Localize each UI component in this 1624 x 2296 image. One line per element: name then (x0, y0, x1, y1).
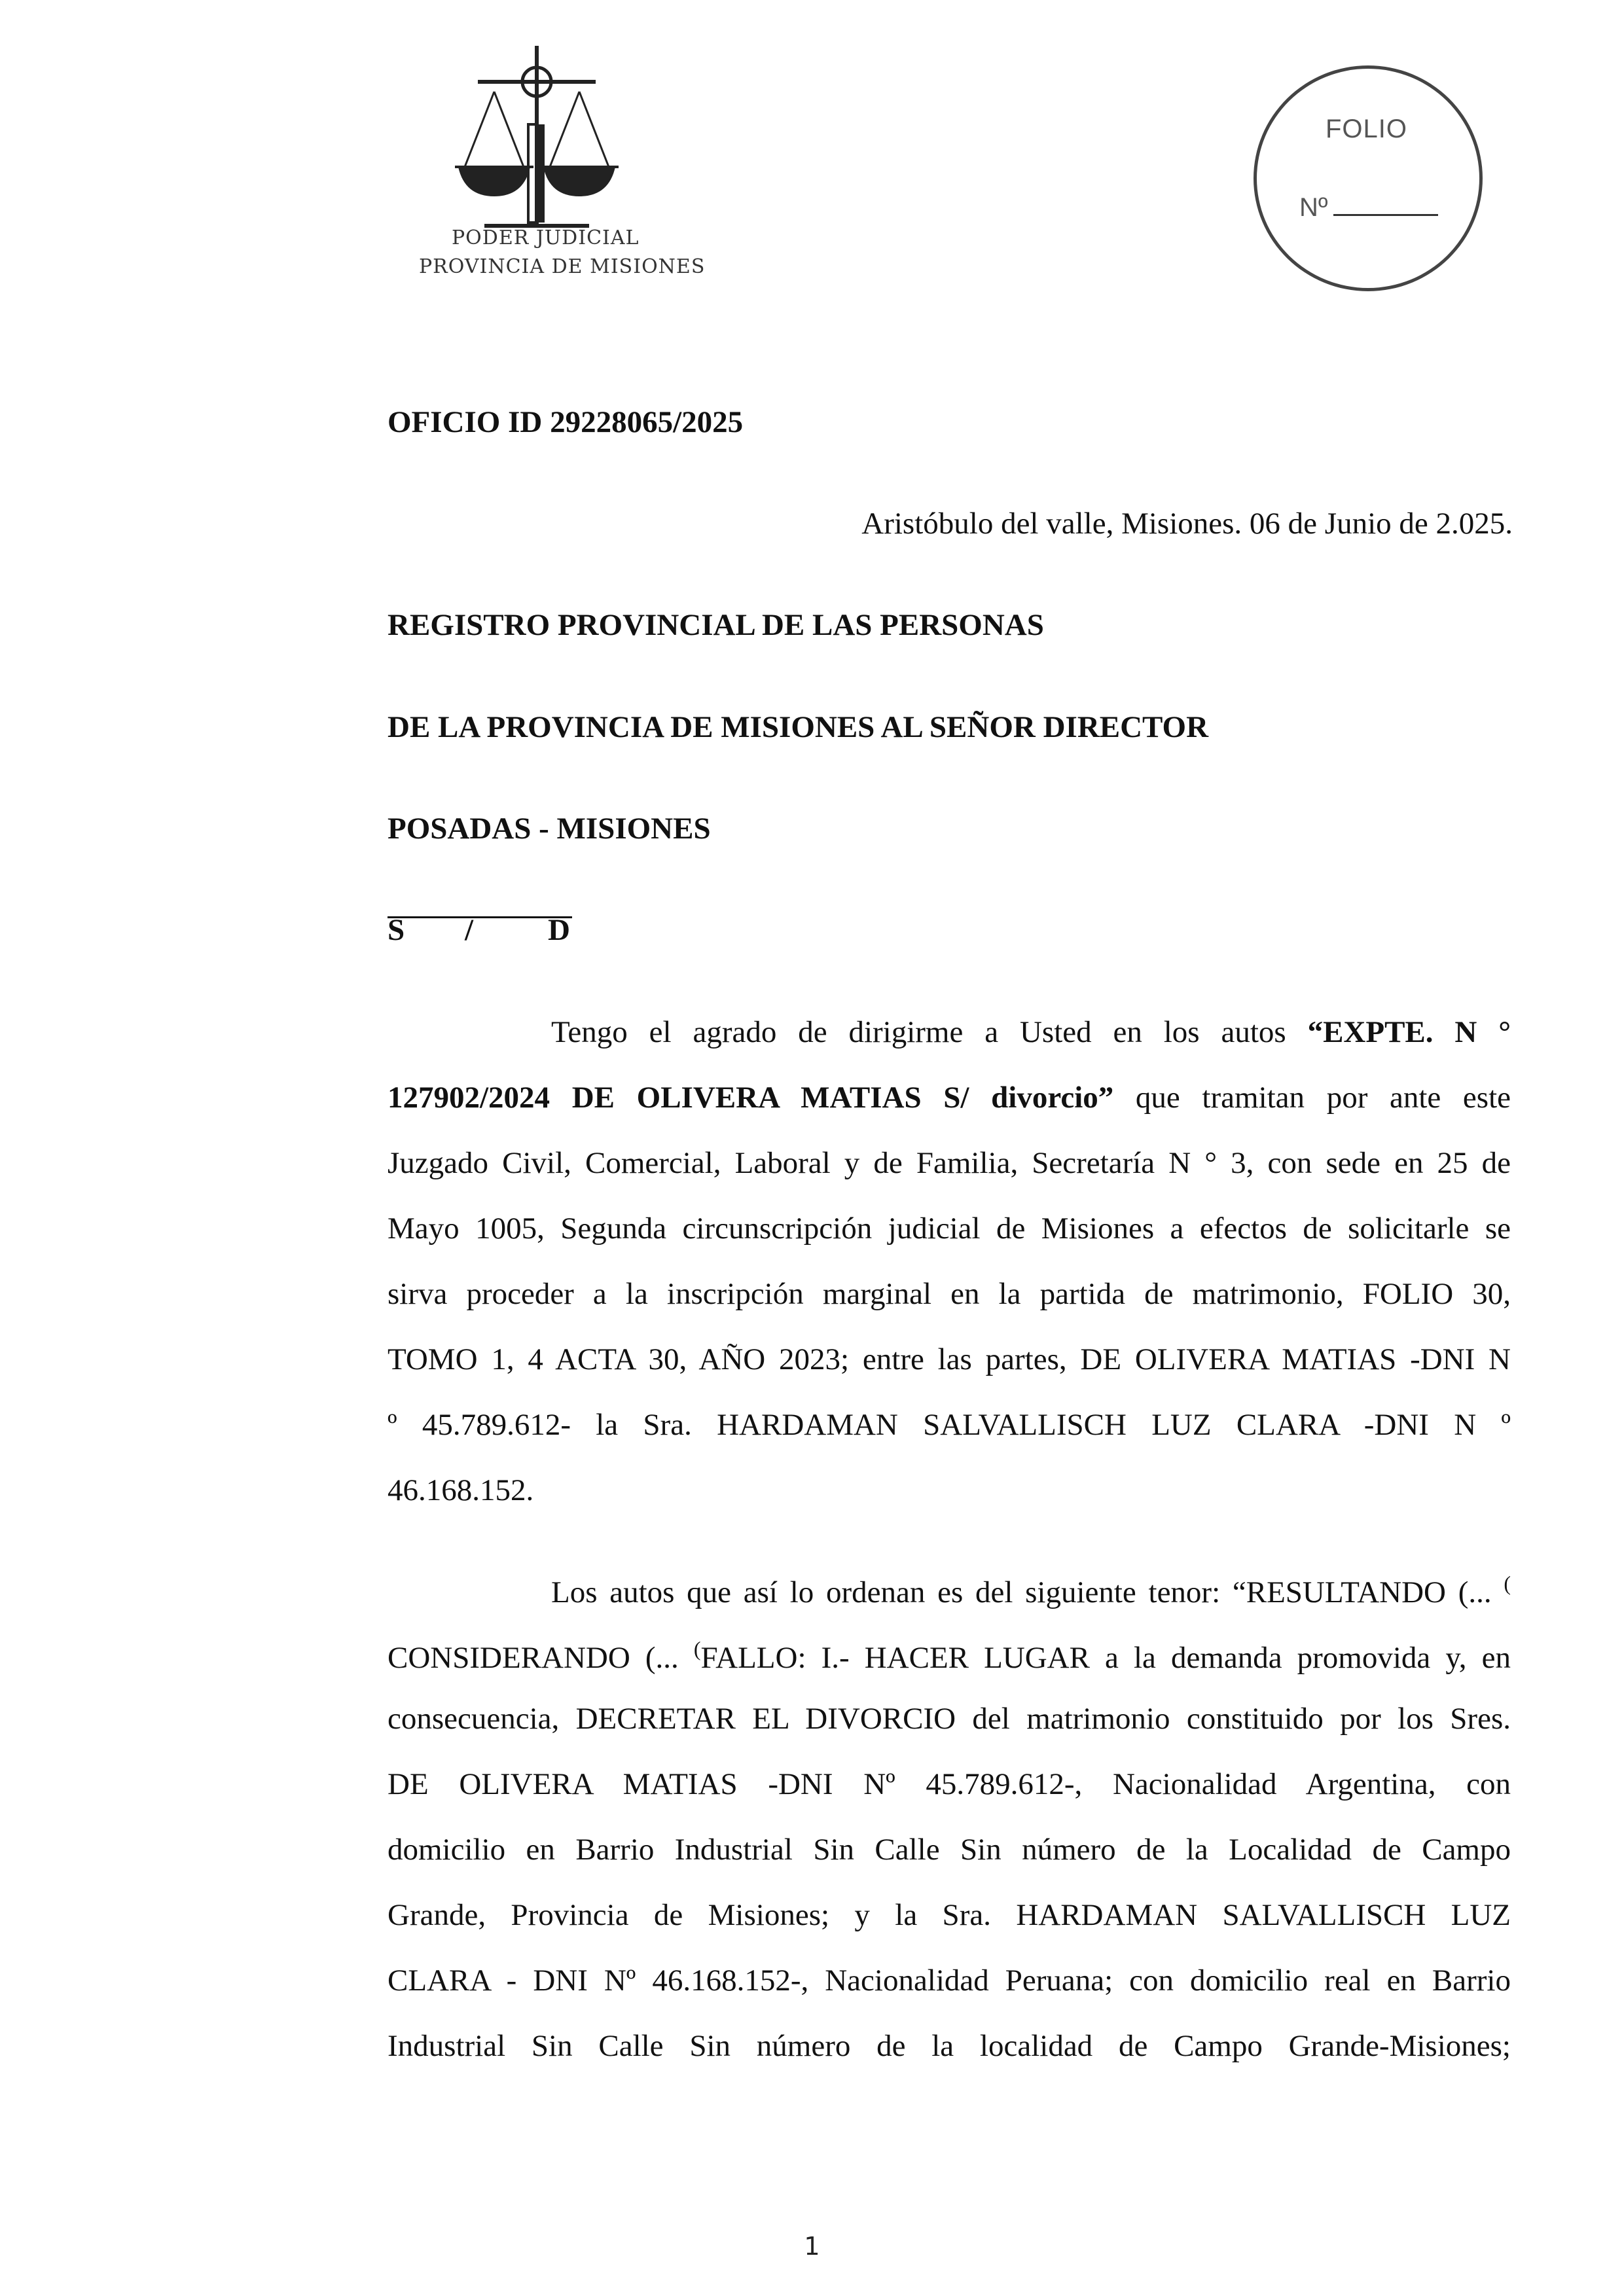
paragraph-line: Los autos que así lo ordenan es del siguiente tenor: “RESULTANDO (... ( (551, 1571, 1511, 1609)
paragraph-line: Grande, Provincia de Misiones; y la Sra. HARDAMAN SALVALLISCH LUZ (388, 1898, 1511, 1932)
oficio-id: OFICIO ID 29228065/2025 (388, 405, 744, 439)
scales-of-justice-icon (439, 39, 635, 236)
folio-number-label: Nº (1299, 193, 1328, 222)
folio-stamp (1254, 65, 1483, 291)
paragraph-line: Tengo el agrado de dirigirme a Usted en los autos “EXPTE. N ° (551, 1015, 1511, 1049)
paragraph-line: Industrial Sin Calle Sin número de la localidad de Campo Grande-Misiones; (388, 2029, 1511, 2063)
page-number: 1 (804, 2232, 820, 2261)
folio-number-field (1299, 193, 1438, 223)
paragraph-line: Juzgado Civil, Comercial, Laboral y de Familia, Secretaría N ° 3, con sede en 25 de (388, 1146, 1511, 1180)
paragraph-line: 46.168.152. (388, 1473, 534, 1507)
paragraph-line: CONSIDERANDO (... (FALLO: I.- HACER LUGAR a la demanda promovida y, en (388, 1637, 1511, 1675)
folio-label: FOLIO (1326, 115, 1408, 143)
recipient-line: DE LA PROVINCIA DE MISIONES AL SEÑOR DIRECTOR (388, 710, 1209, 744)
paragraph-line: TOMO 1, 4 ACTA 30, AÑO 2023; entre las partes, DE OLIVERA MATIAS -DNI N (388, 1342, 1511, 1376)
sd-s: S (388, 913, 405, 947)
paragraph-line: domicilio en Barrio Industrial Sin Calle Sin número de la Localidad de Campo (388, 1833, 1511, 1867)
recipient-line: POSADAS - MISIONES (388, 812, 711, 846)
sd-d: D (548, 913, 570, 947)
folio-number-blank (1333, 194, 1438, 216)
logo-text-line1: PODER JUDICIAL (452, 226, 640, 249)
paragraph-line: 127902/2024 DE OLIVERA MATIAS S/ divorcio” que tramitan por ante este (388, 1081, 1511, 1115)
paragraph-line: Mayo 1005, Segunda circunscripción judicial de Misiones a efectos de solicitarle se (388, 1211, 1511, 1246)
paragraph-line: consecuencia, DECRETAR EL DIVORCIO del matrimonio constituido por los Sres. (388, 1702, 1511, 1736)
paragraph-line: DE OLIVERA MATIAS -DNI Nº 45.789.612-, Nacionalidad Argentina, con (388, 1767, 1511, 1801)
sd-abbreviation (388, 913, 572, 947)
judicial-logo (412, 39, 706, 288)
recipient-line: REGISTRO PROVINCIAL DE LAS PERSONAS (388, 608, 1044, 642)
paragraph-line: º 45.789.612- la Sra. HARDAMAN SALVALLISCH LUZ CLARA -DNI N º (388, 1408, 1511, 1442)
logo-text-line2: PROVINCIA DE MISIONES (419, 255, 706, 278)
paragraph-line: CLARA - DNI Nº 46.168.152-, Nacionalidad Peruana; con domicilio real en Barrio (388, 1964, 1511, 1998)
sd-slash: / (465, 913, 474, 947)
paragraph-line: sirva proceder a la inscripción marginal en la partida de matrimonio, FOLIO 30, (388, 1277, 1511, 1311)
date-place: Aristóbulo del valle, Misiones. 06 de Junio de 2.025. (861, 507, 1513, 541)
